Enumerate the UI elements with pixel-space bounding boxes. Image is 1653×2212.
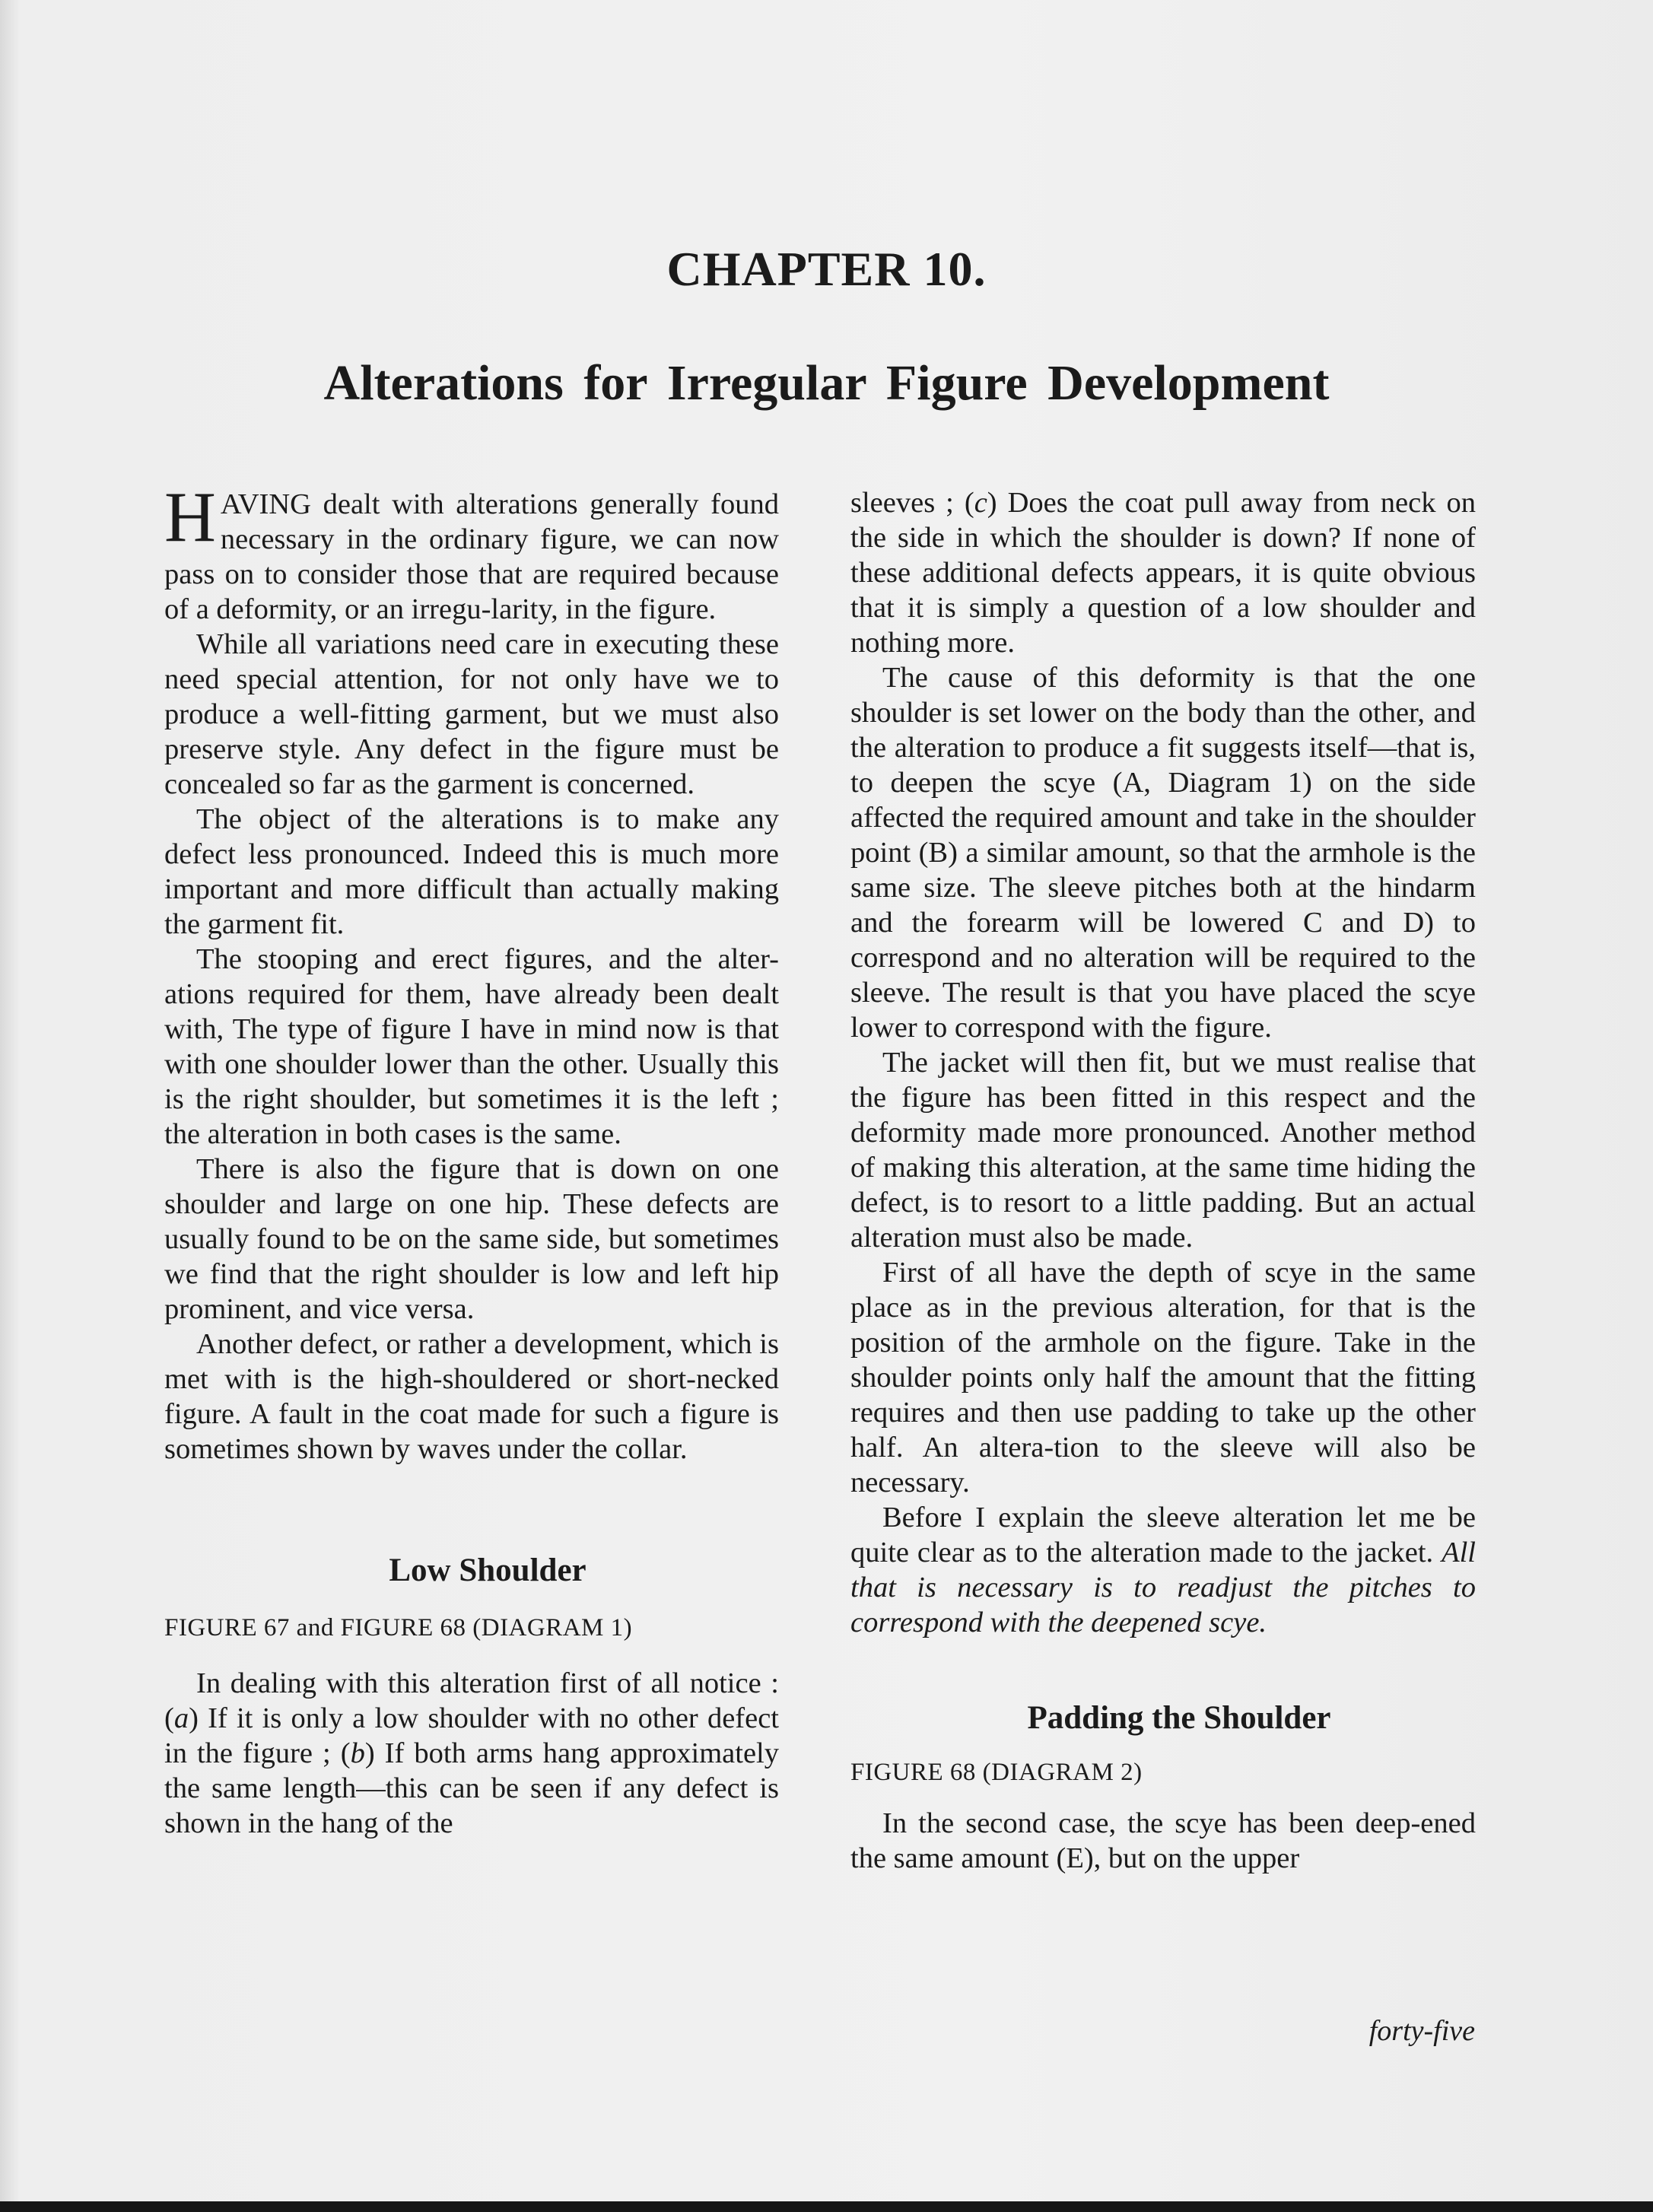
intro-text: AVING dealt with alterations generally found necessary in the ordinary figure, we can now pass on to consider those that are required because of a deformity, or an irregu-larity, in the figure. [164,488,779,625]
section-heading-padding: Padding the Shoulder [1027,1700,1331,1736]
paragraph-low-shoulder: In dealing with this alteration first of all notice : (a) If it is only a low shoulder with no other defect in the figure ; (b) If both arms hang approximately the same length—this can be seen if any defect is shown in the hang of the [164,1667,779,1839]
paragraph-before: Before I explain the sleeve alteration let me be quite clear as to the alteration made to the jacket. All that is necessary is to readjust the pitches to correspond with the deepened scye. [850,1502,1476,1638]
drop-cap: H [164,478,216,557]
figure-label: FIGURE 67 and FIGURE 68 (DIAGRAM 1) [164,1614,633,1642]
paragraph: The stooping and erect figures, and the alter-ations required for them, have already been dealt with, The type of figure I have in mind now is that with one shoulder lower than the other. Usually this is the right shoulder, but sometimes it is the left ; the alteration in both cases is the same. [164,943,779,1150]
paragraph: The jacket will then fit, but we must realise that the figure has been fitted in this respect and the deformity made more pronounced. Another method of making this alteration, at the same time hiding the defect, is to resort to a little padding. But an actual alteration must also be made. [850,1047,1476,1254]
chapter-title: CHAPTER 10. [666,242,987,296]
page-folio: forty-five [1368,2015,1475,2047]
paragraph: The cause of this deformity is that the one shoulder is set lower on the body than the other, and the alteration to produce a fit suggests itself—that is, to deepen the scye (A, Diagram 1) on the side affected the required amount and take in the shoulder point (B) a similar amount, so that the armhole is the same size. The sleeve pitches both at the hindarm and the forearm will be lowered C and D) to correspond and no alteration will be required to the sleeve. The result is that you have placed the scye lower to correspond with the figure. [850,662,1476,1044]
paragraph: Another defect, or rather a development, which is met with is the high-shouldered or short-necked figure. A fault in the coat made for such a figure is sometimes shown by waves under the collar. [164,1328,779,1465]
chapter-subtitle: Alterations for Irregular Figure Development [323,355,1330,411]
scan-edge [0,2201,1653,2212]
paragraph: The object of the alterations is to make any defect less pronounced. Indeed this is much more important and more difficult than actually making the garment fit. [164,803,779,940]
figure-label: FIGURE 68 (DIAGRAM 2) [850,1759,1143,1786]
right-column [850,485,1476,1876]
paragraph: In the second case, the scye has been deep-ened the same amount (E), but on the upper [850,1807,1476,1874]
paragraph: There is also the figure that is down on one shoulder and large on one hip. These defects are usually found to be on the same side, but sometimes we find that the right shoulder is low and left hip prominent, and vice versa. [164,1153,779,1325]
intro-paragraph [164,478,779,627]
paragraph: While all variations need care in executing these need special attention, for not only have we to produce a well-fitting garment, but we must also preserve style. Any defect in the figure must be concealed so far as the garment is concerned. [164,628,779,800]
section-heading-low-shoulder: Low Shoulder [389,1553,586,1588]
left-column [164,478,779,1841]
continuation-paragraph: sleeves ; (c) Does the coat pull away from neck on the side in which the shoulder is down? If none of these additional defects appears, it is quite obvious that it is simply a question of a low shoulder and nothing more. [850,487,1476,659]
paragraph: First of all have the depth of scye in the same place as in the previous alteration, for that is the position of the armhole on the figure. Take in the shoulder points only half the amount that the fitting requires and then use padding to take up the other half. An altera-tion to the sleeve will also be necessary. [850,1257,1476,1499]
